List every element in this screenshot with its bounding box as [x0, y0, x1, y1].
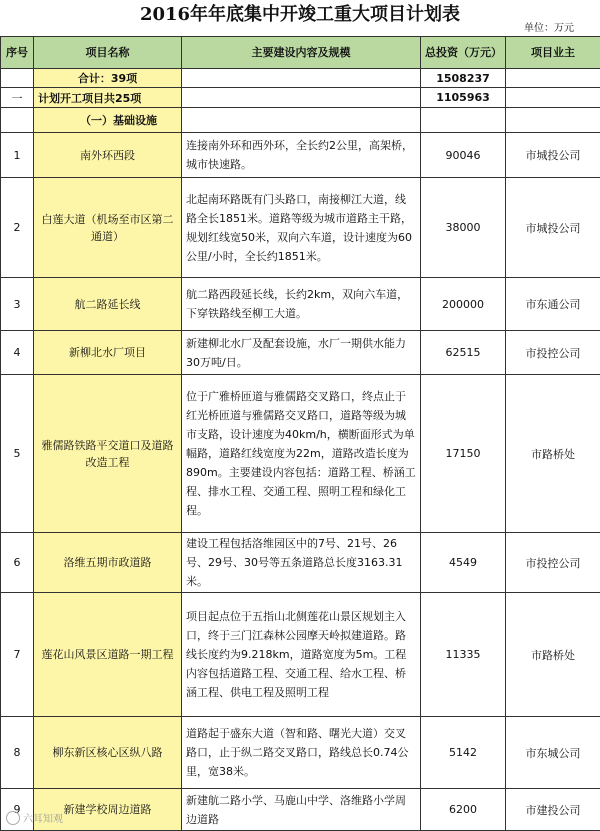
row-content: 北起南环路既有门头路口，南接柳江大道，线路全长1851米。道路等级为城市道路主干路，规划红线宽50米，双向六车道，设计速度为60公里/小时，全长约1851米。 [182, 178, 421, 278]
row-project-name: 南外环西段 [34, 133, 182, 178]
table-row [1, 533, 600, 593]
category-owner-cell [506, 108, 600, 133]
row-investment: 11335 [421, 593, 506, 717]
watermark [6, 810, 63, 825]
row-owner: 市东通公司 [506, 278, 600, 331]
row-seq: 6 [1, 533, 34, 593]
table-row [1, 593, 600, 717]
row-project-name: 雅儒路铁路平交道口及道路改造工程 [34, 375, 182, 533]
plan-seq: 一 [1, 88, 34, 108]
row-content: 新建柳北水厂及配套设施，水厂一期供水能力30万吨/日。 [182, 331, 421, 375]
row-content: 连接南外环和西外环，全长约2公里，高架桥，城市快速路。 [182, 133, 421, 178]
header-row [1, 37, 600, 69]
header-seq: 序号 [1, 37, 34, 69]
header-owner: 项目业主 [506, 37, 600, 69]
watermark-text: 六耳知观 [23, 810, 63, 825]
row-project-name: 新建学校周边道路 [34, 789, 182, 831]
row-investment: 200000 [421, 278, 506, 331]
table-row [1, 133, 600, 178]
row-owner: 市投控公司 [506, 533, 600, 593]
summary-content-cell [182, 69, 421, 88]
row-project-name: 航二路延长线 [34, 278, 182, 331]
page-title: 2016年年底集中开竣工重大项目计划表 [0, 0, 600, 30]
row-project-name: 新柳北水厂项目 [34, 331, 182, 375]
row-owner: 市城投公司 [506, 178, 600, 278]
table-row [1, 331, 600, 375]
header-content: 主要建设内容及规模 [182, 37, 421, 69]
plan-content-cell [182, 88, 421, 108]
row-project-name: 莲花山风景区道路一期工程 [34, 593, 182, 717]
row-seq: 1 [1, 133, 34, 178]
summary-row [1, 69, 600, 88]
summary-seq-cell [1, 69, 34, 88]
category-label: （一）基础设施 [34, 108, 182, 133]
row-seq: 2 [1, 178, 34, 278]
row-seq: 8 [1, 717, 34, 789]
plan-value: 1105963 [421, 88, 506, 108]
row-owner: 市投控公司 [506, 331, 600, 375]
row-seq: 4 [1, 331, 34, 375]
row-investment: 5142 [421, 717, 506, 789]
plan-row [1, 88, 600, 108]
plan-label: 计划开工项目共25项 [34, 88, 182, 108]
row-owner: 市城投公司 [506, 133, 600, 178]
row-seq: 3 [1, 278, 34, 331]
row-investment: 38000 [421, 178, 506, 278]
category-row [1, 108, 600, 133]
table-row [1, 375, 600, 533]
summary-value: 1508237 [421, 69, 506, 88]
category-seq-cell [1, 108, 34, 133]
summary-owner-cell [506, 69, 600, 88]
table-row [1, 717, 600, 789]
row-project-name: 洛维五期市政道路 [34, 533, 182, 593]
row-investment: 90046 [421, 133, 506, 178]
row-investment: 17150 [421, 375, 506, 533]
category-content-cell [182, 108, 421, 133]
row-seq: 9 [1, 789, 34, 831]
row-content: 位于广雅桥匝道与雅儒路交叉路口，终点止于红光桥匝道与雅儒路交叉路口，道路等级为城市支路，设计速度为40km/h，横断面形式为单幅路，道路红线宽度为22m，道路改造长度为890m。主要建设内容包括：道路工程、桥涵工程、排水工程、交通工程、照明工程和绿化工程。 [182, 375, 421, 533]
row-owner: 市东城公司 [506, 717, 600, 789]
table-row [1, 789, 600, 831]
row-owner: 市建投公司 [506, 789, 600, 831]
row-owner: 市路桥处 [506, 375, 600, 533]
row-investment: 6200 [421, 789, 506, 831]
unit-label: 单位：万元 [524, 22, 574, 36]
table-row [1, 178, 600, 278]
row-owner: 市路桥处 [506, 593, 600, 717]
category-investment-cell [421, 108, 506, 133]
table-row [1, 278, 600, 331]
row-content: 新建航二路小学、马鹿山中学、洛维路小学周边道路 [182, 789, 421, 831]
header-investment: 总投资（万元） [421, 37, 506, 69]
row-investment: 62515 [421, 331, 506, 375]
row-seq: 5 [1, 375, 34, 533]
row-project-name: 柳东新区核心区纵八路 [34, 717, 182, 789]
row-content: 建设工程包括洛维园区中的7号、21号、26号、29号、30号等五条道路总长度3163.31米。 [182, 533, 421, 593]
row-investment: 4549 [421, 533, 506, 593]
summary-label: 合计：39项 [34, 69, 182, 88]
project-table [0, 36, 600, 831]
header-name: 项目名称 [34, 37, 182, 69]
watermark-logo-icon [6, 811, 20, 825]
row-content: 航二路西段延长线，长约2km，双向六车道，下穿铁路线至柳工大道。 [182, 278, 421, 331]
row-project-name: 白莲大道（机场至市区第二通道） [34, 178, 182, 278]
row-content: 道路起于盛东大道（智和路、曙光大道）交叉路口，止于纵二路交叉路口，路线总长0.74公里，宽38米。 [182, 717, 421, 789]
row-content: 项目起点位于五指山北侧莲花山景区规划主入口，终于三门江森林公园摩天岭拟建道路。路线长度约为9.218km，道路宽度为5m。工程内容包括道路工程、交通工程、给水工程、桥涵工程、供电工程及照明工程 [182, 593, 421, 717]
row-seq: 7 [1, 593, 34, 717]
plan-owner-cell [506, 88, 600, 108]
